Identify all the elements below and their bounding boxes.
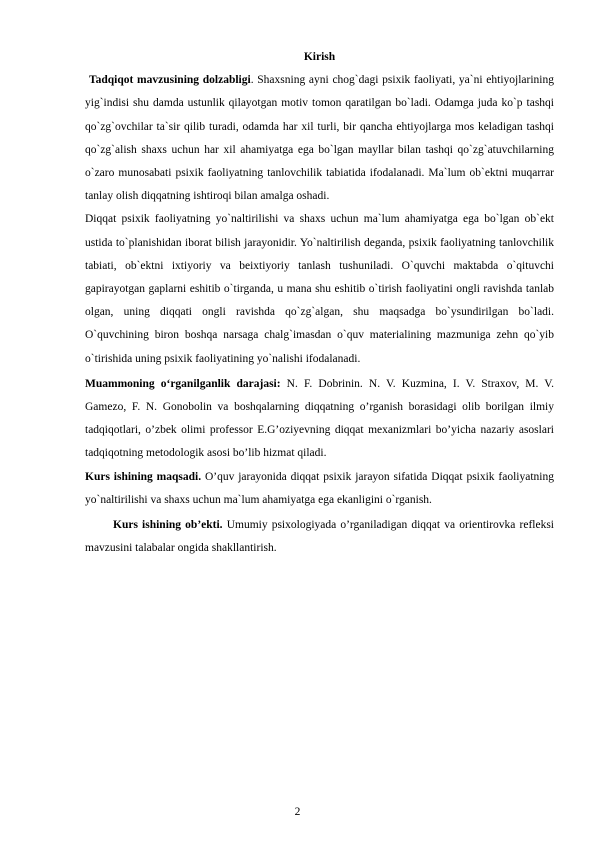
paragraph-relevance: [85, 69, 554, 208]
paragraph-attention-text: Diqqat psixik faoliyatning yo`naltirilishi va shaxs uchun ma`lum ahamiyatga ega bo`lgan ob`ekt ustida to`planishidan iborat bilish jarayonidir. Yo`naltirilish deganda, psixik faoliyatning tanlovchilik tabiati, ob`ektni ixtiyoriy va beixtiyoriy tanlash tushuniladi. O`quvchi maktabda o`qituvchi gapirayotgan gaplarni eshitib o`tirganda, u mana shu eshitib o`tirish faoliyatini ongli ravishda tanlab olgan, uning diqqati ongli ravishda qo`zg`algan, shu maqsadga bo`ysundirilgan bo`ladi. O`quvchining biron boshqa narsaga chalg`imasdan o`quv materialining mazmuniga zehn qo`yib o`tirishida uning psixik faoliyatining yo`nalishi ifodalanadi.: [85, 213, 554, 365]
paragraph-object-text: Umumiy psixologiyada o’rganiladigan diqqat va orientirovka refleksi mavzusini talabalar ongida shakllantirish.: [85, 519, 555, 555]
paragraph-study-level-text: N. F. Dobrinin. N. V. Kuzmina, I. V. Straxov, M. V. Gamezo, F. N. Gonobolin va boshqalarning diqqatning o’rganish borasidagi olib borilgan ilmiy tadqiqotlari, o’zbek olimi professor E.G’oziyevning diqqat mexanizmlari bo’yicha nazariy asoslari tadqiqotning metodologik asosi bo’lib hizmat qiladi.: [85, 377, 554, 460]
paragraph-aim-heading: Kurs ishining maqsadi.: [85, 470, 202, 483]
paragraph-attention: [85, 208, 554, 370]
paragraph-object-heading: Kurs ishining ob’ekti.: [113, 519, 223, 532]
paragraph-relevance-heading: Tadqiqot mavzusining dolzabligi: [89, 74, 251, 87]
paragraph-study-level: [85, 373, 554, 466]
paragraph-aim-text: O’quv jarayonida diqqat psixik jarayon sifatida Diqqat psixik faoliyatning yo`naltirilishi va shaxs uchun ma`lum ahamiyatga ega ekanligini o`rganish.: [85, 470, 554, 506]
page-number: 2: [294, 806, 301, 818]
paragraph-object: [85, 514, 554, 560]
paragraph-study-level-heading: Muammoning o‘rganilganlik darajasi:: [85, 377, 281, 390]
paragraph-aim: [85, 466, 554, 512]
paragraph-relevance-text: . Shaxsning ayni chog`dagi psixik faoliyati, ya`ni ehtiyojlarining yig`indisi shu damda ustunlik qilayotgan motiv tomon qaratilgan bo`ladi. Odamga juda ko`p tashqi qo`zg`ovchilar ta`sir qilib turadi, odamda har xil turli, bir qancha ehtiyojlarga mos keladigan tashqi qo`zg`alish shaxs uchun har xil ahamiyatga ega bo`lgan mayllar bilan tashqi qo`zg`atuvchilarning o`zaro munosabati psixik faoliyatning tanlovchilik tabiatida ifodalanadi. Ma`lum ob`ektni muqarrar tanlay olish diqqatning ishtiroqi bilan amalga oshadi.: [85, 74, 554, 203]
document-page: [85, 46, 554, 560]
page-title: Kirish: [303, 51, 336, 63]
